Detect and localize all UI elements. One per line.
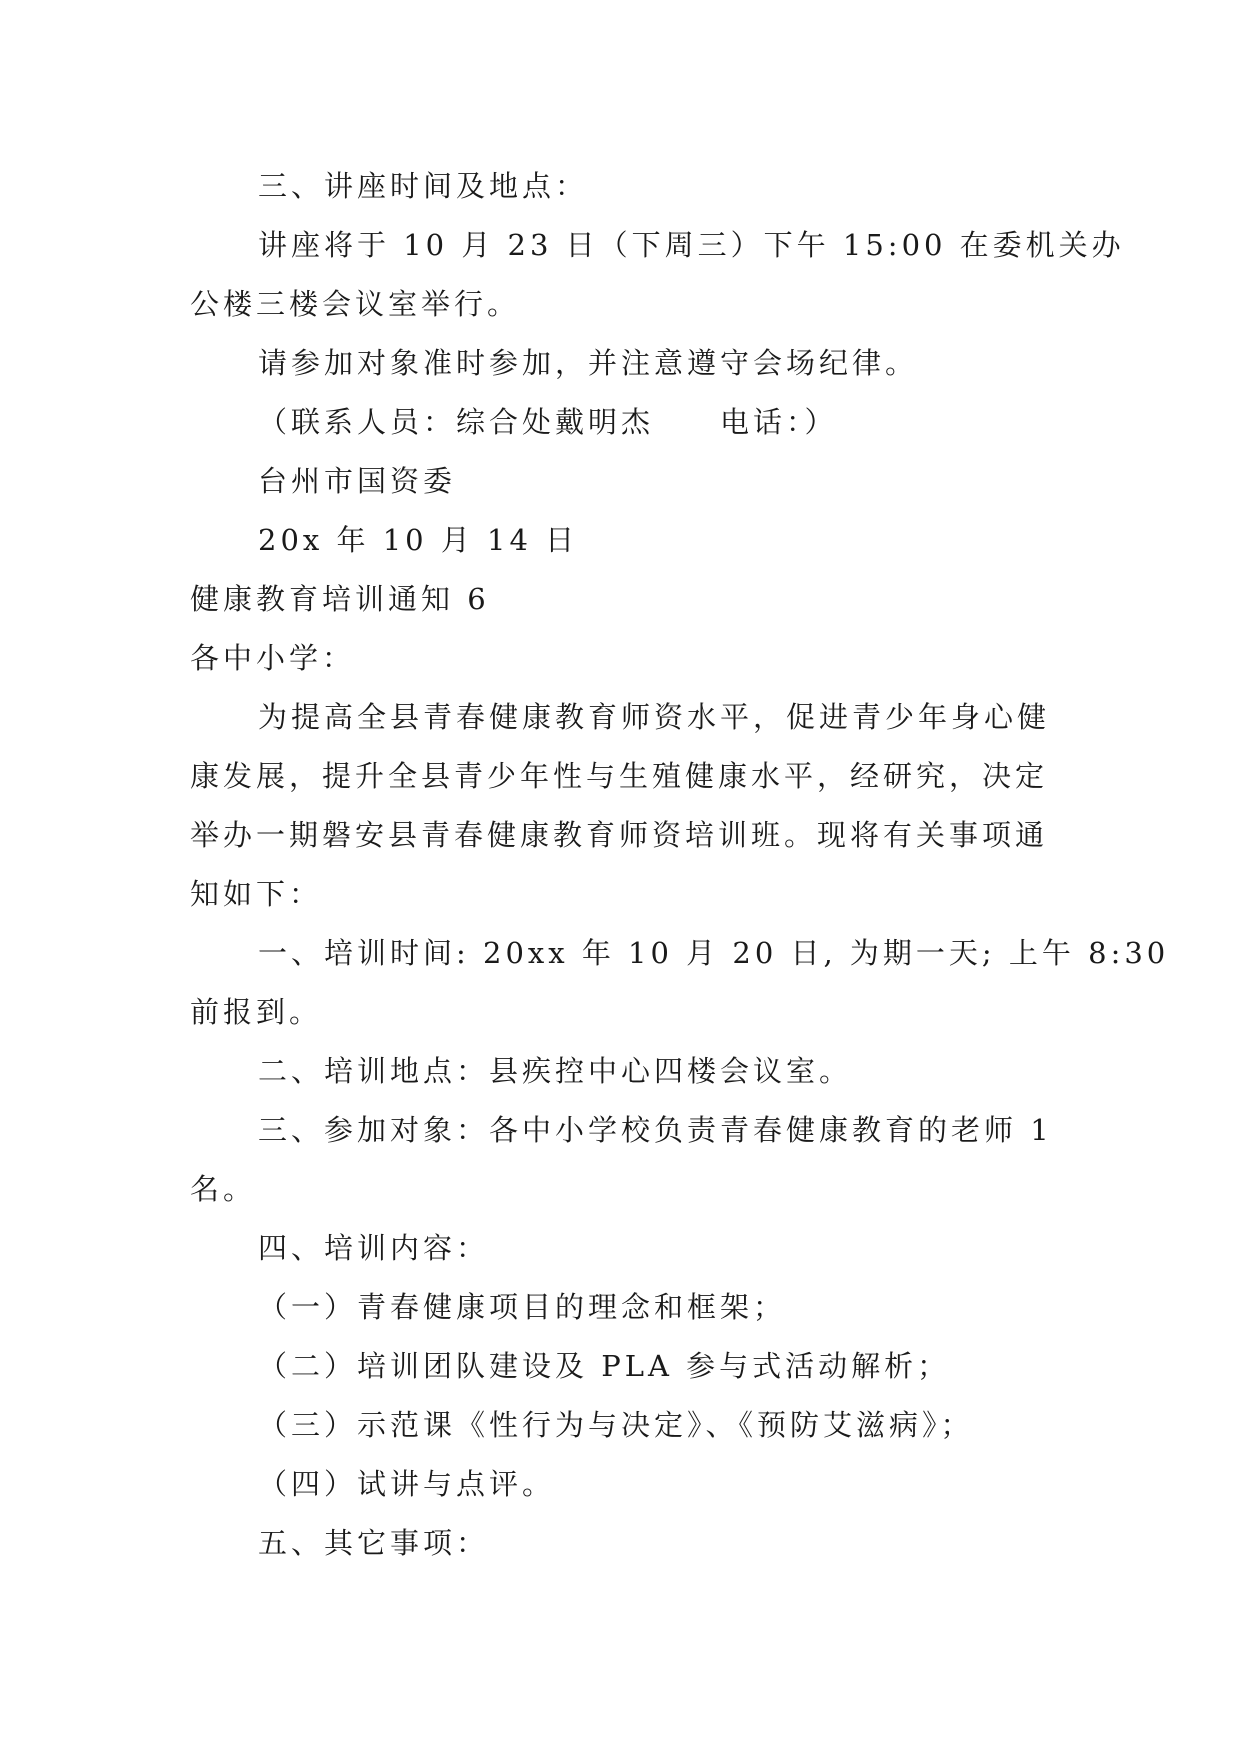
notice-title: 健康教育培训通知 6 (190, 582, 490, 616)
paragraph-line: 康发展，提升全县青少年性与生殖健康水平，经研究，决定 (190, 759, 1049, 793)
paragraph-line: 知如下： (190, 877, 323, 911)
item-training-location: 二、培训地点：县疾控中心四楼会议室。 (258, 1054, 853, 1088)
section-heading-other: 五、其它事项： (258, 1526, 490, 1560)
paragraph-line: 名。 (190, 1172, 257, 1206)
paragraph-line: 请参加对象准时参加，并注意遵守会场纪律。 (258, 346, 919, 380)
content-item-2: （二）培训团队建设及 PLA 参与式活动解析； (258, 1349, 951, 1383)
content-item-1: （一）青春健康项目的理念和框架； (258, 1290, 787, 1324)
signature-org: 台州市国资委 (258, 464, 457, 498)
section-heading-content: 四、培训内容： (258, 1231, 490, 1265)
signature-date: 20x 年 10 月 14 日 (258, 523, 579, 557)
item-participants: 三、参加对象：各中小学校负责青春健康教育的老师 1 (258, 1113, 1053, 1147)
salutation: 各中小学： (190, 641, 356, 675)
paragraph-line: 讲座将于 10 月 23 日（下周三）下午 15:00 在委机关办 (258, 228, 1125, 262)
content-item-4: （四）试讲与点评。 (258, 1467, 556, 1501)
paragraph-line: 为提高全县青春健康教育师资水平，促进青少年身心健 (258, 700, 1051, 734)
item-training-time: 一、培训时间: 20xx 年 10 月 20 日, 为期一天; 上午 8:30 (258, 936, 1170, 970)
paragraph-line: 举办一期磐安县青春健康教育师资培训班。现将有关事项通 (190, 818, 1049, 852)
content-item-3: （三）示范课《性行为与决定》、《预防艾滋病》； (258, 1408, 974, 1442)
paragraph-line: 公楼三楼会议室举行。 (190, 287, 521, 321)
contact-line: （联系人员：综合处戴明杰 电话：） (258, 405, 838, 439)
paragraph-line: 前报到。 (190, 995, 323, 1029)
section-heading-lecture-time: 三、讲座时间及地点： (258, 169, 589, 203)
